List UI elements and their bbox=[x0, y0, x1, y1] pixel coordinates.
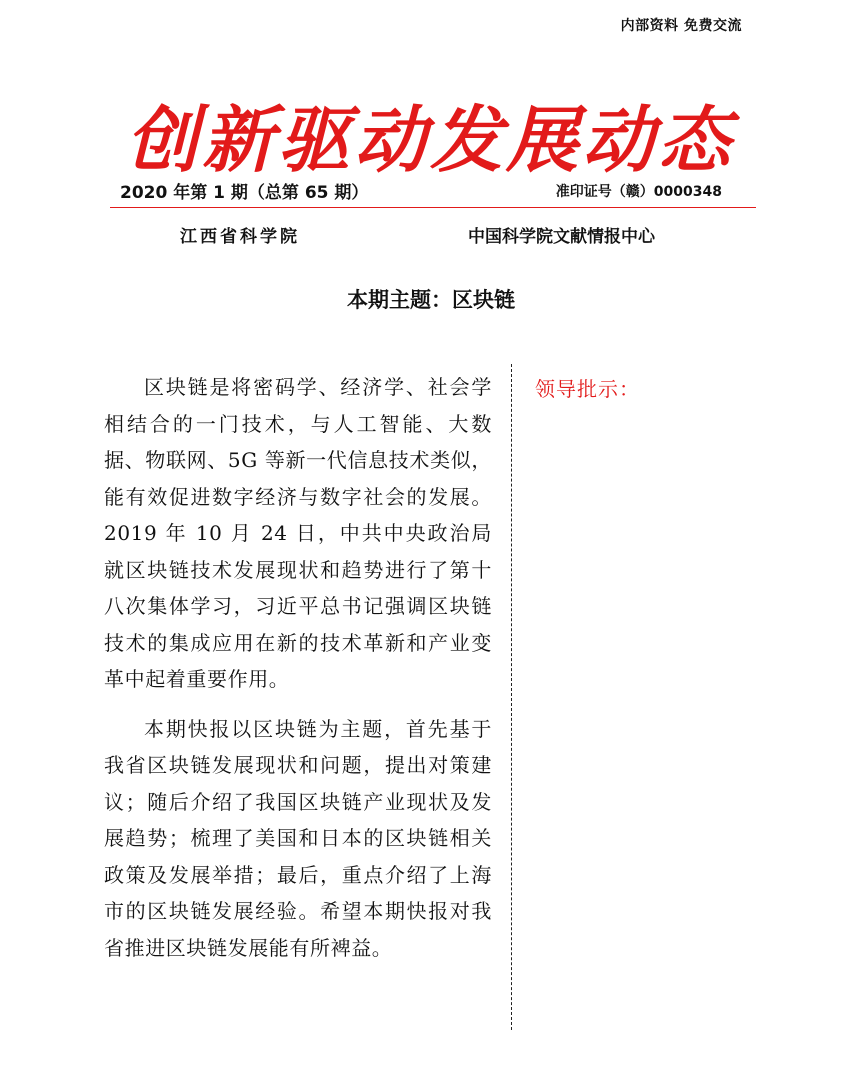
internal-material-note: 内部资料 免费交流 bbox=[620, 18, 742, 34]
body-paragraph-1: 区块链是将密码学、经济学、社会学相结合的一门技术，与人工智能、大数据、物联网、5G 等新一代信息技术类似，能有效促进数字经济与数字社会的发展。2019 年 10 月 24 日，中共中央政治局就区块链技术发展现状和趋势进行了第十八次集体学习，习近平总书记强调区块链技术的集成应用在新的技术革新和产业变革中起着重要作用。 bbox=[104, 375, 492, 691]
publication-masthead: 创新驱动发展动态 bbox=[125, 97, 734, 182]
permit-number: 准印证号（赣）0000348 bbox=[555, 184, 722, 200]
column-divider bbox=[511, 364, 512, 1030]
organization-cas-library: 中国科学院文献情报中心 bbox=[468, 227, 655, 247]
issue-number: 2020 年第 1 期（总第 65 期） bbox=[120, 183, 369, 203]
leader-instructions-label: 领导批示： bbox=[535, 377, 640, 401]
header-divider bbox=[110, 207, 756, 208]
organization-jiangxi-academy: 江西省科学院 bbox=[180, 227, 300, 247]
issue-theme-title: 本期主题：区块链 bbox=[347, 288, 515, 312]
body-paragraph-2: 本期快报以区块链为主题，首先基于我省区块链发展现状和问题，提出对策建议；随后介绍了我国区块链产业现状及发展趋势；梳理了美国和日本的区块链相关政策及发展举措；最后，重点介绍了上海市的区块链发展经验。希望本期快报对我省推进区块链发展能有所裨益。 bbox=[104, 716, 492, 960]
main-body bbox=[104, 369, 492, 979]
